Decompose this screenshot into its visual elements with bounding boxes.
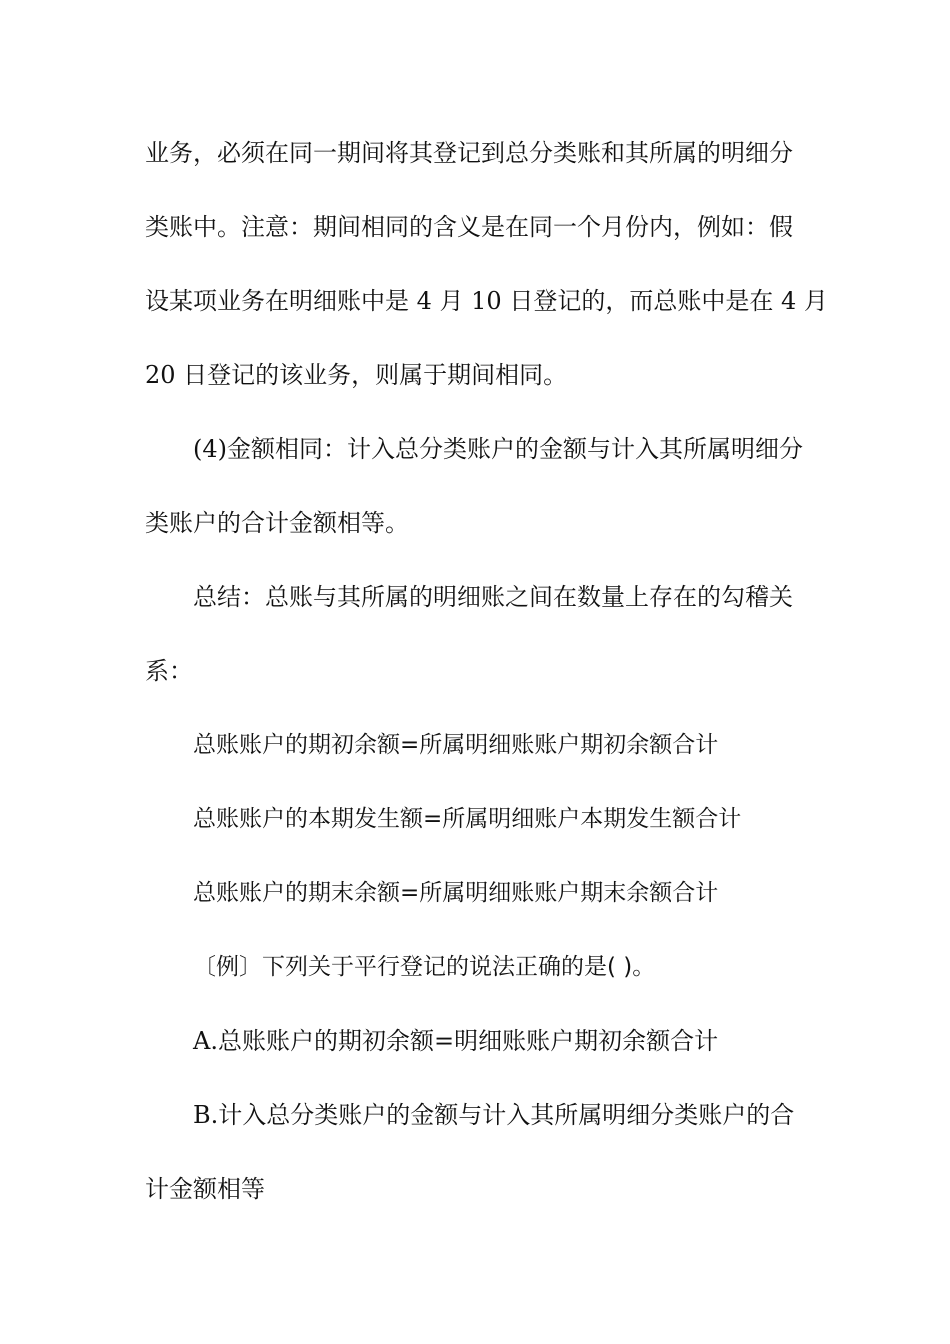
paragraph-line-4: 20 日登记的该业务，则属于期间相同。: [145, 361, 568, 389]
paragraph-amount-same-line-1: (4)金额相同：计入总分类账户的金额与计入其所属明细分: [193, 435, 803, 463]
option-b-line-2: 计金额相等: [145, 1175, 265, 1203]
paragraph-line-2: 类账中。注意：期间相同的含义是在同一个月份内，例如：假: [145, 213, 793, 241]
option-b-line-1: B.计入总分类账户的金额与计入其所属明细分类账户的合: [193, 1101, 795, 1129]
paragraph-line-1: 业务，必须在同一期间将其登记到总分类账和其所属的明细分: [145, 139, 793, 167]
formula-opening-balance: 总账账户的期初余额=所属明细账账户期初余额合计: [193, 732, 719, 758]
example-question: 〔例〕下列关于平行登记的说法正确的是( )。: [193, 954, 656, 980]
paragraph-line-3: 设某项业务在明细账中是 4 月 10 日登记的，而总账中是在 4 月: [145, 287, 828, 315]
formula-period-amount: 总账账户的本期发生额=所属明细账户本期发生额合计: [193, 806, 742, 832]
option-a: A.总账账户的期初余额=明细账账户期初余额合计: [193, 1027, 719, 1055]
formula-closing-balance: 总账账户的期末余额=所属明细账账户期末余额合计: [193, 880, 719, 906]
summary-line-2: 系：: [145, 657, 193, 685]
paragraph-amount-same-line-2: 类账户的合计金额相等。: [145, 509, 409, 537]
summary-line-1: 总结：总账与其所属的明细账之间在数量上存在的勾稽关: [193, 583, 793, 611]
